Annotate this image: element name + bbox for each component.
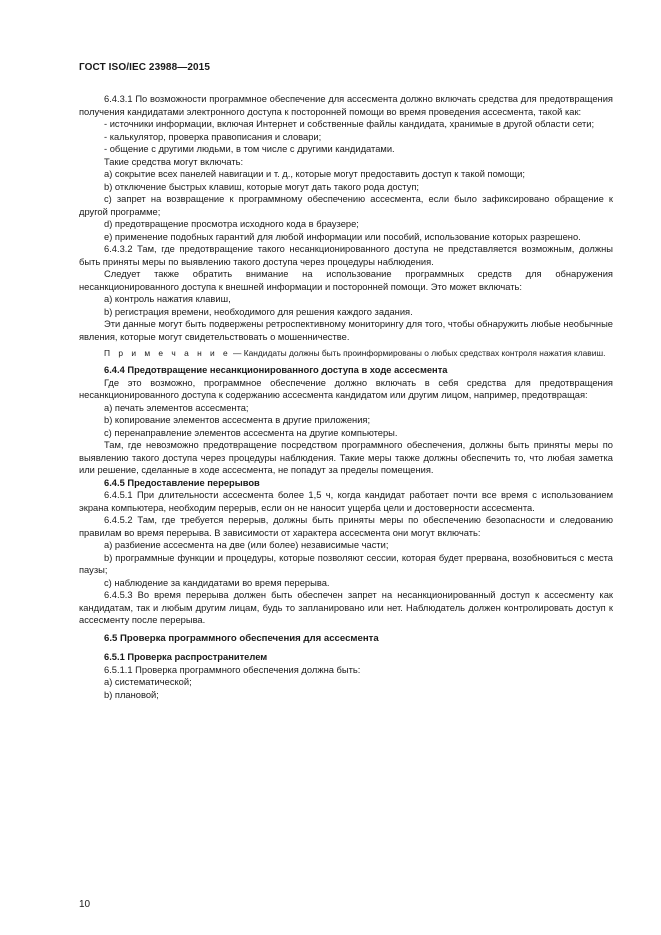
- paragraph: Где это возможно, программное обеспечение должно включать в себя средства для предотвращения несанкционированного доступа к содержанию ассесмента кандидатом или другим лицом, например, предотвращая:: [79, 377, 613, 400]
- paragraph: Следует также обратить внимание на использование программных средств для обнаружения несанкционированного доступа к внешней информации и посторонней помощи. Это может включать:: [79, 269, 613, 292]
- list-item: b) программные функции и процедуры, которые позволяют сессии, которая будет прервана, возобновиться с места паузы;: [79, 552, 613, 575]
- paragraph: Там, где невозможно предотвращение посредством программного обеспечения, должны быть приняты меры по выявлению такого доступа через процедуры наблюдения. Такие меры также должны обеспечить то, что любая заметка или решение, сделанные в ходе ассесмента, не попадут за пределы помещения.: [79, 440, 613, 475]
- list-item: a) разбиение ассесмента на две (или более) независимые части;: [104, 540, 389, 550]
- list-item: - источники информации, включая Интернет и собственные файлы кандидата, хранимые в другой области сети;: [104, 119, 595, 129]
- note: [79, 348, 613, 359]
- section-heading-6-4-4: 6.4.4 Предотвращение несанкционированного доступа в ходе ассесмента: [104, 365, 448, 375]
- page-number: 10: [79, 899, 91, 910]
- section-heading-6-4-5: 6.4.5 Предоставление перерывов: [104, 477, 260, 488]
- list-item: d) предотвращение просмотра исходного кода в браузере;: [104, 219, 359, 229]
- document-body: [79, 93, 613, 701]
- document-header: ГОСТ ISO/IEC 23988—2015: [79, 62, 210, 73]
- section-heading-6-5: 6.5 Проверка программного обеспечения для ассесмента: [104, 632, 379, 644]
- list-item: - общение с другими людьми, в том числе с другими кандидатами.: [104, 144, 395, 154]
- note-text: — Кандидаты должны быть проинформированы о любых средствах контроля нажатия клавиш.: [230, 348, 606, 358]
- list-item: b) регистрация времени, необходимого для решения каждого задания.: [104, 306, 413, 317]
- list-item: b) отключение быстрых клавиш, которые могут дать такого рода доступ;: [104, 181, 420, 192]
- list-item: a) печать элементов ассесмента;: [104, 402, 249, 413]
- list-item: c) запрет на возвращение к программному обеспечению ассесмента, если было зафиксировано обращение к другой программе;: [79, 194, 613, 217]
- section-heading-6-5-1: 6.5.1 Проверка распространителем: [104, 652, 268, 662]
- list-item: c) перенаправление элементов ассесмента на другие компьютеры.: [104, 427, 398, 438]
- list-item: e) применение подобных гарантий для любой информации или пособий, использование которых разрешено.: [104, 231, 581, 242]
- list-item: a) систематической;: [104, 677, 192, 687]
- paragraph: Такие средства могут включать:: [104, 156, 244, 167]
- list-item: - калькулятор, проверка правописания и словари;: [104, 131, 322, 142]
- paragraph: 6.4.5.2 Там, где требуется перерыв, должны быть приняты меры по обеспечению безопасности и следованию правилам во время перерыва. В зависимости от характера ассесмента они могут включать:: [79, 515, 613, 538]
- paragraph: 6.4.3.2 Там, где предотвращение такого несанкционированного доступа не представляется возможным, должны быть приняты меры по выявлению такого доступа через процедуры наблюдения.: [79, 244, 613, 267]
- note-label: П р и м е ч а н и е: [104, 348, 231, 358]
- paragraph: 6.4.3.1 По возможности программное обеспечение для ассесмента должно включать средства для предотвращения получения кандидатами электронного доступа к посторонней помощи во время проведения ассесмента, такой как:: [79, 94, 613, 117]
- paragraph: Эти данные могут быть подвержены ретроспективному мониторингу для того, чтобы обнаружить любые необычные явления, которые могут свидетельствовать о мошенничестве.: [79, 319, 613, 342]
- paragraph: 6.4.5.1 При длительности ассесмента более 1,5 ч, когда кандидат работает почти все время с использованием экрана компьютера, необходим перерыв, если он не наносит ущерба цели и достоверности ассесмента.: [79, 490, 613, 513]
- list-item: b) копирование элементов ассесмента в другие приложения;: [104, 415, 371, 425]
- paragraph: 6.5.1.1 Проверка программного обеспечения должна быть:: [104, 664, 361, 675]
- list-item: a) сокрытие всех панелей навигации и т. д., которые могут предоставить доступ к такой помощи;: [104, 169, 525, 179]
- list-item: c) наблюдение за кандидатами во время перерыва.: [104, 577, 330, 588]
- paragraph: 6.4.5.3 Во время перерыва должен быть обеспечен запрет на несанкционированный доступ к ассесменту как кандидатам, так и любым другим лицам, будь то запланировано или нет. Наблюдатель должен контролировать доступ к ассесменту после перерыва.: [79, 590, 613, 625]
- list-item: b) плановой;: [104, 689, 159, 700]
- list-item: a) контроль нажатия клавиш,: [104, 294, 231, 304]
